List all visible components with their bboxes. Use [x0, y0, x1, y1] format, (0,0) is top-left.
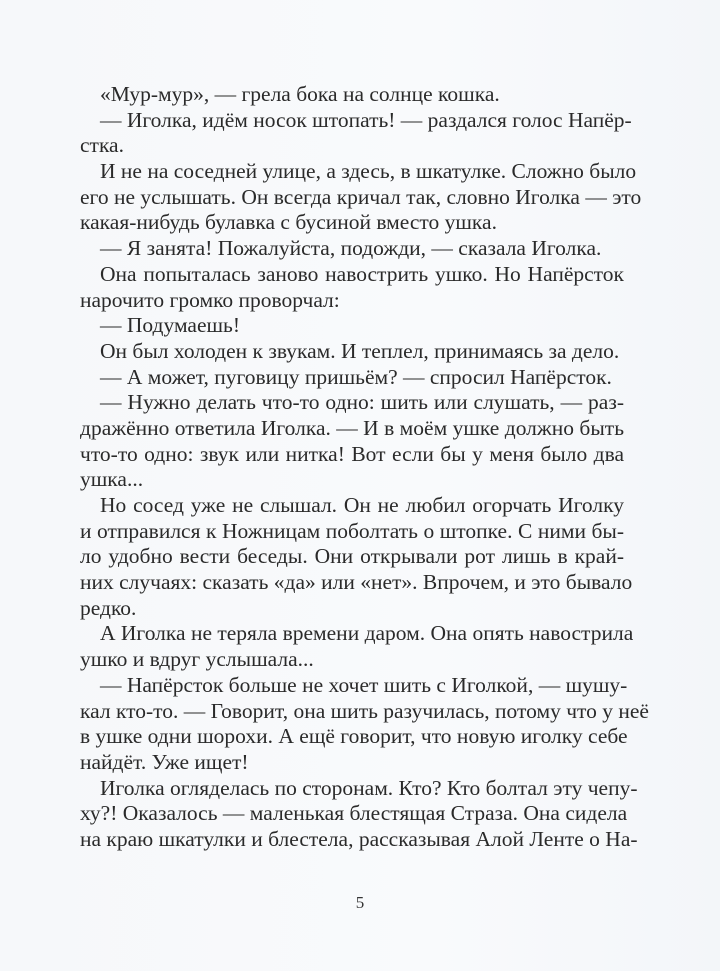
- text-line: них случаях: сказать «да» или «нет». Впрочем, и это бывало: [80, 570, 633, 595]
- text-line: кал кто-то. — Говорит, она шить разучилась, потому что у неё: [80, 698, 649, 723]
- text-line: Иголка огляделась по сторонам. Кто? Кто болтал эту чепу-: [100, 775, 638, 800]
- text-line: нарочито громко проворчал:: [80, 287, 340, 312]
- text-line: что-то одно: звук или нитка! Вот если бы у меня было два: [80, 441, 624, 466]
- text-line: — А может, пуговицу пришьём? — спросил Напёрсток.: [100, 364, 612, 389]
- text-line: его не услышать. Он всегда кричал так, словно Иголка — это: [80, 184, 642, 209]
- text-line: стка.: [80, 133, 124, 158]
- page-number: 5: [355, 893, 365, 912]
- text-line: Он был холоден к звукам. И теплел, принимаясь за дело.: [100, 338, 620, 363]
- text-line: — Нужно делать что-то одно: шить или слушать, — раз-: [100, 390, 624, 415]
- text-line: — Я занята! Пожалуйста, подожди, — сказала Иголка.: [100, 236, 602, 261]
- text-line: ушко и вдруг услышала...: [80, 647, 314, 672]
- text-line: какая-нибудь булавка с бусиной вместо ушка.: [80, 210, 497, 235]
- text-line: дражённо ответила Иголка. — И в моём ушке должно быть: [80, 415, 624, 440]
- text-line: в ушке одни шорохи. А ещё говорит, что новую иголку себе: [80, 724, 628, 749]
- text-line: И не на соседней улице, а здесь, в шкатулке. Сложно было: [100, 159, 637, 184]
- story-text: [80, 82, 649, 853]
- text-line: «Мур-мур», — грела бока на солнце кошка.: [100, 82, 500, 106]
- text-line: — Подумаешь!: [100, 313, 241, 338]
- text-line: — Иголка, идём носок штопать! — раздался голос Напёр-: [100, 107, 632, 132]
- text-line: Но сосед уже не слышал. Он не любил огорчать Иголку: [100, 493, 624, 517]
- text-line: ушка...: [80, 467, 144, 492]
- text-line: А Иголка не теряла времени даром. Она опять навострила: [100, 621, 634, 646]
- text-line: на краю шкатулки и блестела, рассказывая Алой Ленте о На-: [80, 826, 638, 851]
- text-line: ло удобно вести беседы. Они открывали рот лишь в край-: [80, 544, 624, 569]
- text-line: Она попыталась заново навострить ушко. Но Напёрсток: [100, 261, 624, 286]
- text-line: найдёт. Уже ищет!: [80, 749, 249, 774]
- text-line: — Напёрсток больше не хочет шить с Иголкой, — шушу-: [100, 672, 628, 697]
- text-line: ху?! Оказалось — маленькая блестящая Страза. Она сидела: [80, 801, 628, 826]
- text-line: редко.: [80, 595, 137, 620]
- text-line: и отправился к Ножницам поболтать о штопке. С ними бы-: [80, 518, 624, 543]
